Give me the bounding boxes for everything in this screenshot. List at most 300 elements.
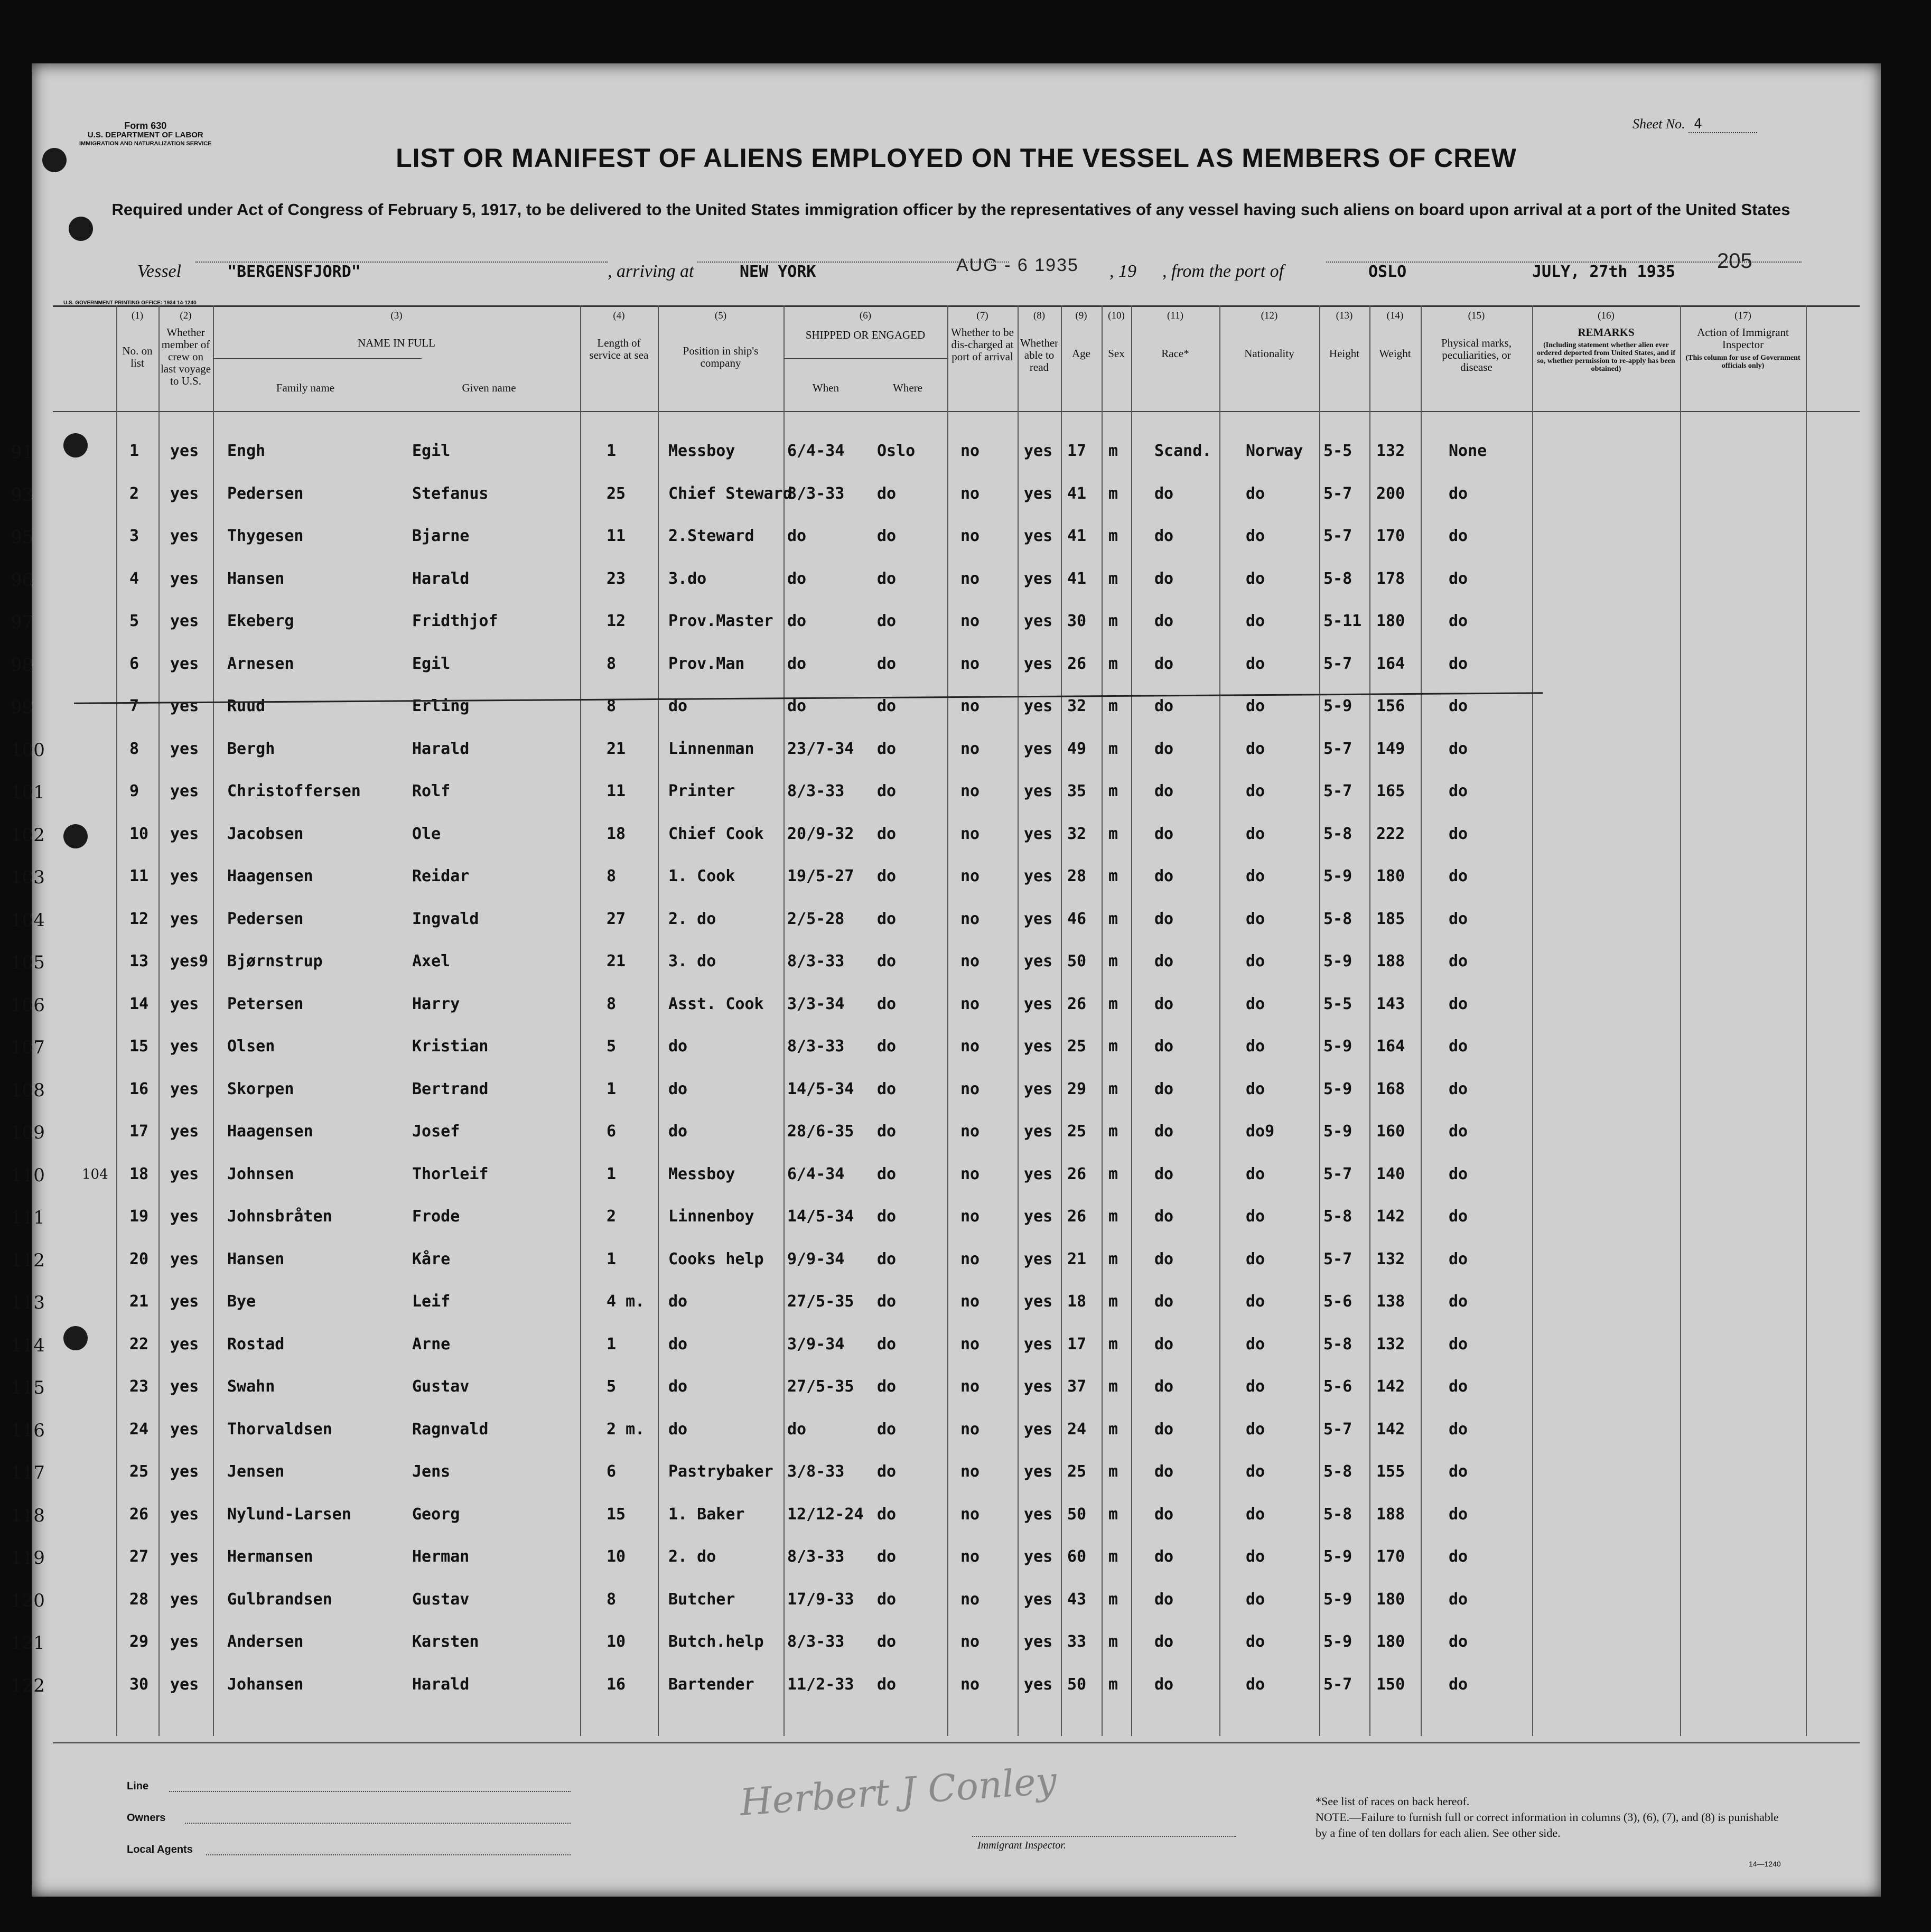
cell-ref-number: 105 (11, 952, 45, 973)
cell-weight: 132 (1376, 442, 1405, 460)
table-row (11, 909, 1860, 941)
cell-prev-voyage: yes (170, 782, 199, 800)
cell-length-of-service: 8 (607, 654, 617, 673)
cell-engaged-where: do (877, 612, 897, 630)
cell-position: do (668, 1037, 688, 1056)
cell-nationality: do (1246, 952, 1265, 970)
cell-height: 5-5 (1323, 442, 1352, 460)
cell-weight: 188 (1376, 952, 1405, 970)
cell-discharged: no (960, 824, 980, 843)
cell-weight: 140 (1376, 1164, 1405, 1183)
header-age: Age (1072, 347, 1090, 360)
cell-ref-number: 96 (11, 569, 34, 591)
cell-weight: 156 (1376, 697, 1405, 715)
cell-weight: 138 (1376, 1292, 1405, 1311)
cell-ref-number: 93 (11, 484, 34, 506)
cell-age: 60 (1067, 1547, 1087, 1566)
cell-sex: m (1108, 612, 1118, 630)
cell-age: 49 (1067, 739, 1087, 758)
document-title: LIST OR MANIFEST OF ALIENS EMPLOYED ON THE VESSEL AS MEMBERS OF CREW (396, 143, 1517, 173)
cell-sex: m (1108, 527, 1118, 545)
cell-list-number: 17 (129, 1122, 149, 1141)
cell-age: 17 (1067, 1334, 1087, 1354)
cell-discharged: no (960, 1122, 980, 1141)
cell-height: 5-8 (1323, 1334, 1352, 1354)
margin-note-row-17: 104 (82, 1166, 108, 1182)
cell-engaged-when: 12/12-24 (787, 1505, 864, 1524)
cell-race: do (1154, 867, 1174, 885)
cell-sex: m (1108, 1590, 1118, 1609)
cell-race: do (1154, 1547, 1174, 1566)
header-name-in-full: NAME IN FULL (358, 337, 435, 349)
cell-age: 25 (1067, 1122, 1087, 1141)
cell-ref-number: 109 (11, 1122, 45, 1143)
local-agents-label: Local Agents (127, 1844, 193, 1855)
cell-family-name: Thygesen (227, 527, 304, 545)
cell-age: 17 (1067, 442, 1087, 460)
cell-ref-number: 95 (11, 527, 34, 548)
cell-height: 5-8 (1323, 569, 1352, 588)
cell-age: 50 (1067, 1505, 1087, 1524)
cell-ref-number: 119 (11, 1547, 45, 1569)
cell-physical-marks: do (1449, 782, 1468, 800)
cell-engaged-when: do (787, 612, 807, 630)
cell-family-name: Ekeberg (227, 612, 294, 630)
cell-given-name: Kåre (412, 1249, 451, 1268)
cell-list-number: 18 (129, 1164, 149, 1183)
cell-ref-number: 110 (11, 1164, 45, 1186)
cell-ref-number: 122 (11, 1675, 45, 1696)
cell-engaged-where: do (877, 654, 897, 673)
cell-given-name: Fridthjof (412, 612, 498, 630)
cell-sex: m (1108, 824, 1118, 843)
table-row (11, 1249, 1860, 1282)
cell-engaged-when: 2/5-28 (787, 909, 845, 928)
cell-length-of-service: 1 (607, 1249, 617, 1268)
cell-list-number: 23 (129, 1377, 149, 1396)
cell-engaged-when: 3/3-34 (787, 994, 845, 1013)
cell-weight: 178 (1376, 569, 1405, 588)
col-num-13: (13) (1336, 310, 1353, 321)
cell-discharged: no (960, 1632, 980, 1651)
col-num-8: (8) (1033, 310, 1046, 321)
cell-prev-voyage: yes (170, 1334, 199, 1354)
cell-weight: 132 (1376, 1249, 1405, 1268)
cell-age: 41 (1067, 569, 1087, 588)
cell-able-to-read: yes (1024, 952, 1053, 970)
cell-engaged-when: do (787, 697, 807, 715)
cell-age: 46 (1067, 909, 1087, 928)
cell-physical-marks: do (1449, 1675, 1468, 1694)
col-num-10: (10) (1108, 310, 1125, 321)
cell-able-to-read: yes (1024, 697, 1053, 715)
cell-engaged-when: 8/3-33 (787, 1547, 845, 1566)
cell-length-of-service: 6 (607, 1122, 617, 1141)
cell-length-of-service: 10 (607, 1632, 626, 1651)
cell-height: 5-7 (1323, 527, 1352, 545)
cell-prev-voyage: yes (170, 1505, 199, 1524)
col-num-7: (7) (976, 310, 988, 321)
cell-position: Messboy (668, 442, 735, 460)
from-port-label: , from the port of (1162, 262, 1284, 281)
table-row (11, 782, 1860, 814)
header-sex: Sex (1108, 347, 1125, 360)
table-row (11, 569, 1860, 601)
cell-engaged-when: 17/9-33 (787, 1590, 854, 1609)
cell-height: 5-7 (1323, 484, 1352, 503)
cell-engaged-when: 27/5-35 (787, 1292, 854, 1311)
cell-age: 26 (1067, 654, 1087, 673)
cell-race: do (1154, 612, 1174, 630)
cell-height: 5-6 (1323, 1292, 1352, 1311)
header-given-name: Given name (462, 381, 516, 394)
cell-weight: 164 (1376, 1037, 1405, 1056)
cell-physical-marks: do (1449, 1164, 1468, 1183)
cell-discharged: no (960, 654, 980, 673)
cell-weight: 142 (1376, 1420, 1405, 1439)
table-row (11, 1462, 1860, 1494)
cell-family-name: Hansen (227, 1249, 285, 1268)
col-num-5: (5) (714, 310, 727, 321)
cell-nationality: do (1246, 867, 1265, 885)
cell-race: do (1154, 1462, 1174, 1481)
cell-able-to-read: yes (1024, 1164, 1053, 1183)
cell-engaged-where: do (877, 824, 897, 843)
cell-height: 5-9 (1323, 1590, 1352, 1609)
cell-race: do (1154, 1420, 1174, 1439)
cell-list-number: 12 (129, 909, 149, 928)
cell-age: 25 (1067, 1037, 1087, 1056)
cell-height: 5-7 (1323, 1420, 1352, 1439)
cell-list-number: 29 (129, 1632, 149, 1651)
cell-age: 37 (1067, 1377, 1087, 1396)
table-row (11, 527, 1860, 558)
cell-family-name: Bye (227, 1292, 256, 1311)
cell-list-number: 13 (129, 952, 149, 970)
cell-race: do (1154, 1164, 1174, 1183)
cell-nationality: do (1246, 569, 1265, 588)
cell-weight: 170 (1376, 527, 1405, 545)
cell-length-of-service: 2 (607, 1207, 617, 1226)
cell-ref-number: 91 (11, 442, 34, 463)
cell-able-to-read: yes (1024, 1037, 1053, 1056)
cell-family-name: Nylund-Larsen (227, 1505, 351, 1524)
cell-prev-voyage: yes (170, 867, 199, 885)
cell-list-number: 10 (129, 824, 149, 843)
cell-length-of-service: 8 (607, 867, 617, 885)
cell-physical-marks: do (1449, 1079, 1468, 1098)
header-length-service: Length of service at sea (589, 337, 649, 361)
cell-position: Chief Cook (668, 824, 764, 843)
arrival-port: NEW YORK (740, 263, 816, 281)
cell-weight: 155 (1376, 1462, 1405, 1481)
cell-discharged: no (960, 867, 980, 885)
cell-prev-voyage: yes (170, 1590, 199, 1609)
cell-length-of-service: 8 (607, 1590, 617, 1609)
cell-position: do (668, 1334, 688, 1354)
cell-race: do (1154, 1590, 1174, 1609)
cell-age: 41 (1067, 484, 1087, 503)
table-row (11, 1590, 1860, 1622)
header-where: Where (893, 381, 922, 394)
cell-age: 18 (1067, 1292, 1087, 1311)
cell-given-name: Axel (412, 952, 451, 970)
col-num-9: (9) (1075, 310, 1087, 321)
cell-prev-voyage: yes (170, 484, 199, 503)
header-family-name: Family name (276, 381, 335, 394)
cell-list-number: 24 (129, 1420, 149, 1439)
cell-length-of-service: 25 (607, 484, 626, 503)
cell-sex: m (1108, 1079, 1118, 1098)
cell-given-name: Egil (412, 654, 451, 673)
cell-engaged-when: 3/8-33 (787, 1462, 845, 1481)
cell-prev-voyage: yes (170, 1675, 199, 1694)
cell-physical-marks: do (1449, 1377, 1468, 1396)
cell-discharged: no (960, 909, 980, 928)
cell-given-name: Ingvald (412, 909, 479, 928)
table-row (11, 1164, 1860, 1197)
cell-engaged-where: do (877, 1547, 897, 1566)
cell-discharged: no (960, 1462, 980, 1481)
cell-length-of-service: 21 (607, 952, 626, 970)
cell-engaged-when: 27/5-35 (787, 1377, 854, 1396)
cell-race: do (1154, 1334, 1174, 1354)
cell-position: Butch.help (668, 1632, 764, 1651)
cell-race: do (1154, 1207, 1174, 1226)
cell-race: do (1154, 1079, 1174, 1098)
cell-ref-number: 101 (11, 782, 45, 803)
cell-discharged: no (960, 1420, 980, 1439)
cell-length-of-service: 18 (607, 824, 626, 843)
cell-engaged-when: do (787, 527, 807, 545)
cell-engaged-when: do (787, 569, 807, 588)
cell-list-number: 3 (129, 527, 139, 545)
cell-engaged-where: do (877, 1334, 897, 1354)
col-num-11: (11) (1167, 310, 1183, 321)
cell-list-number: 30 (129, 1675, 149, 1694)
cell-height: 5-9 (1323, 952, 1352, 970)
cell-family-name: Pedersen (227, 909, 304, 928)
cell-prev-voyage: yes (170, 654, 199, 673)
cell-age: 29 (1067, 1079, 1087, 1098)
cell-engaged-when: 23/7-34 (787, 739, 854, 758)
cell-nationality: do (1246, 527, 1265, 545)
cell-given-name: Harald (412, 1675, 470, 1694)
cell-age: 35 (1067, 782, 1087, 800)
cell-race: do (1154, 1632, 1174, 1651)
cell-sex: m (1108, 909, 1118, 928)
cell-engaged-when: 3/9-34 (787, 1334, 845, 1354)
sheet-label: Sheet No. (1633, 116, 1685, 132)
cell-able-to-read: yes (1024, 1122, 1053, 1141)
crew-table (11, 305, 1860, 1736)
cell-race: do (1154, 1292, 1174, 1311)
cell-position: 2.Steward (668, 527, 754, 545)
cell-list-number: 14 (129, 994, 149, 1013)
cell-physical-marks: do (1449, 569, 1468, 588)
cell-race: do (1154, 782, 1174, 800)
cell-engaged-when: 6/4-34 (787, 1164, 845, 1183)
cell-family-name: Hermansen (227, 1547, 313, 1566)
cell-engaged-where: do (877, 484, 897, 503)
cell-able-to-read: yes (1024, 1207, 1053, 1226)
cell-length-of-service: 21 (607, 739, 626, 758)
table-row (11, 994, 1860, 1026)
cell-position: Printer (668, 782, 735, 800)
col-num-15: (15) (1468, 310, 1485, 321)
cell-sex: m (1108, 1249, 1118, 1268)
cell-weight: 200 (1376, 484, 1405, 503)
cell-height: 5-11 (1323, 612, 1362, 630)
cell-nationality: do (1246, 1079, 1265, 1098)
cell-given-name: Arne (412, 1334, 451, 1354)
table-row (11, 442, 1860, 473)
cell-ref-number: 106 (11, 994, 45, 1016)
cell-family-name: Skorpen (227, 1079, 294, 1098)
cell-able-to-read: yes (1024, 654, 1053, 673)
cell-race: do (1154, 1675, 1174, 1694)
cell-nationality: do (1246, 1462, 1265, 1481)
col-num-1: (1) (131, 310, 144, 321)
cell-sex: m (1108, 739, 1118, 758)
cell-length-of-service: 5 (607, 1377, 617, 1396)
cell-ref-number: 111 (11, 1207, 45, 1228)
cell-family-name: Bjørnstrup (227, 952, 323, 970)
table-row (11, 1037, 1860, 1069)
cell-family-name: Haagensen (227, 1122, 313, 1141)
cell-prev-voyage: yes (170, 1122, 199, 1141)
cell-family-name: Petersen (227, 994, 304, 1013)
cell-engaged-when: 14/5-34 (787, 1207, 854, 1226)
cell-given-name: Frode (412, 1207, 460, 1226)
cell-given-name: Karsten (412, 1632, 479, 1651)
header-no-on-list: No. on list (122, 344, 153, 369)
cell-sex: m (1108, 1675, 1118, 1694)
cell-given-name: Leif (412, 1292, 451, 1311)
cell-able-to-read: yes (1024, 1590, 1053, 1609)
cell-sex: m (1108, 782, 1118, 800)
cell-list-number: 25 (129, 1462, 149, 1481)
header-physical: Physical marks, peculiarities, or disease (1441, 337, 1512, 374)
cell-physical-marks: do (1449, 824, 1468, 843)
cell-list-number: 8 (129, 739, 139, 758)
cell-discharged: no (960, 994, 980, 1013)
cell-length-of-service: 23 (607, 569, 626, 588)
cell-given-name: Kristian (412, 1037, 489, 1056)
cell-nationality: do (1246, 612, 1265, 630)
cell-height: 5-8 (1323, 1505, 1352, 1524)
cell-position: 1. Cook (668, 867, 735, 885)
cell-race: do (1154, 909, 1174, 928)
cell-height: 5-8 (1323, 909, 1352, 928)
cell-list-number: 19 (129, 1207, 149, 1226)
cell-position: Messboy (668, 1164, 735, 1183)
cell-engaged-where: do (877, 1164, 897, 1183)
cell-race: do (1154, 1377, 1174, 1396)
col-num-6: (6) (859, 310, 872, 321)
cell-engaged-where: do (877, 1292, 897, 1311)
cell-able-to-read: yes (1024, 1334, 1053, 1354)
cell-weight: 222 (1376, 824, 1405, 843)
cell-list-number: 2 (129, 484, 139, 503)
cell-family-name: Johnsbråten (227, 1207, 332, 1226)
cell-nationality: do (1246, 1164, 1265, 1183)
cell-weight: 160 (1376, 1122, 1405, 1141)
cell-ref-number: 115 (11, 1377, 45, 1398)
cell-discharged: no (960, 612, 980, 630)
cell-nationality: do (1246, 1334, 1265, 1354)
header-race: Race* (1161, 347, 1189, 360)
cell-prev-voyage: yes (170, 612, 199, 630)
cell-height: 5-7 (1323, 739, 1352, 758)
cell-weight: 149 (1376, 739, 1405, 758)
cell-engaged-where: do (877, 952, 897, 970)
cell-race: do (1154, 484, 1174, 503)
cell-nationality: do (1246, 1249, 1265, 1268)
cell-engaged-where: do (877, 1037, 897, 1056)
cell-nationality: do (1246, 1377, 1265, 1396)
cell-weight: 142 (1376, 1207, 1405, 1226)
cell-engaged-where: do (877, 1079, 897, 1098)
cell-engaged-where: do (877, 1505, 897, 1524)
cell-ref-number: 107 (11, 1037, 45, 1058)
cell-discharged: no (960, 1292, 980, 1311)
cell-discharged: no (960, 1505, 980, 1524)
cell-position: 3.do (668, 569, 707, 588)
cell-position: 2. do (668, 1547, 716, 1566)
cell-physical-marks: do (1449, 1462, 1468, 1481)
gpo-note: U.S. GOVERNMENT PRINTING OFFICE: 1934 14-1240 (63, 300, 197, 306)
cell-engaged-when: 9/9-34 (787, 1249, 845, 1268)
table-row (11, 1207, 1860, 1239)
cell-sex: m (1108, 867, 1118, 885)
cell-height: 5-7 (1323, 1675, 1352, 1694)
cell-physical-marks: do (1449, 697, 1468, 715)
col-num-16: (16) (1598, 310, 1615, 321)
cell-height: 5-9 (1323, 1079, 1352, 1098)
header-weight: Weight (1379, 347, 1411, 360)
cell-ref-number: 98 (11, 654, 34, 676)
cell-able-to-read: yes (1024, 909, 1053, 928)
cell-discharged: no (960, 697, 980, 715)
cell-physical-marks: do (1449, 994, 1468, 1013)
cell-ref-number: 113 (11, 1292, 45, 1313)
cell-position: Cooks help (668, 1249, 764, 1268)
cell-physical-marks: do (1449, 612, 1468, 630)
cell-ref-number: 117 (11, 1462, 45, 1483)
cell-length-of-service: 5 (607, 1037, 617, 1056)
cell-engaged-where: do (877, 867, 897, 885)
cell-nationality: do (1246, 1292, 1265, 1311)
cell-engaged-when: 6/4-34 (787, 442, 845, 460)
cell-prev-voyage: yes9 (170, 952, 209, 970)
cell-height: 5-7 (1323, 782, 1352, 800)
header-nationality: Nationality (1244, 347, 1294, 360)
cell-nationality: do (1246, 697, 1265, 715)
header-when: When (812, 381, 839, 394)
cell-discharged: no (960, 442, 980, 460)
cell-nationality: do (1246, 994, 1265, 1013)
cell-prev-voyage: yes (170, 739, 199, 758)
cell-race: do (1154, 654, 1174, 673)
cell-engaged-where: do (877, 1207, 897, 1226)
cell-engaged-when: 8/3-33 (787, 952, 845, 970)
cell-list-number: 28 (129, 1590, 149, 1609)
cell-physical-marks: do (1449, 1547, 1468, 1566)
cell-given-name: Ragnvald (412, 1420, 489, 1439)
cell-position: Bartender (668, 1675, 754, 1694)
cell-position: 2. do (668, 909, 716, 928)
